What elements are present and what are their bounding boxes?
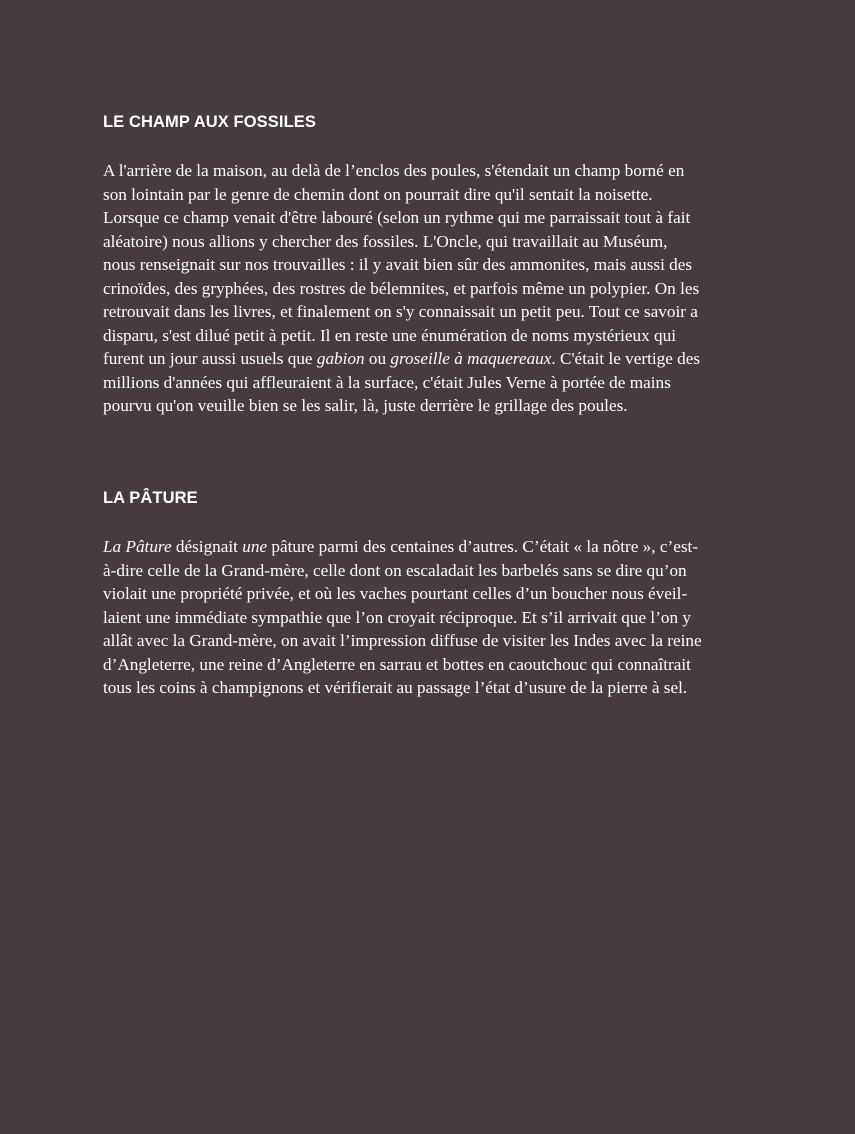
text-line: [103, 230, 743, 254]
text-run: aléatoire) nous allions y chercher des fossiles. L'Oncle, qui travaillait au Muséum,: [103, 231, 668, 251]
text-line: [103, 582, 743, 606]
text-line: [103, 347, 743, 371]
text-run: violait une propriété privée, et où les vaches pourtant celles d’un boucher nous éveil-: [103, 584, 688, 603]
text-run: retrouvait dans les livres, et finalement on s'y connaissait un petit peu. Tout ce savoir a: [103, 302, 698, 321]
text-run: pâture parmi des centaines d’autres. C’était « la nôtre », c’est-: [267, 537, 699, 556]
text-line: [103, 606, 743, 630]
section-heading: LA PÂTURE: [103, 489, 198, 507]
text-line: [103, 159, 743, 183]
text-run: tous les coins à champignons et vérifierait au passage l’état d’usure de la pierre à sel.: [103, 678, 688, 697]
text-line: [103, 206, 743, 230]
italic-text: une: [242, 537, 268, 556]
text-run: millions d'années qui affleuraient à la surface, c'était Jules Verne à portée de mains: [103, 372, 671, 392]
text-run: A l'arrière de la maison, au delà de l’enclos des poules, s'étendait un champ borné en: [103, 161, 685, 180]
text-run: désignait: [171, 537, 243, 556]
section-paragraph: [103, 535, 743, 700]
text-run: allât avec la Grand-mère, on avait l’impression diffuse de visiter les Indes avec la reine: [103, 631, 702, 650]
section-paragraph: [103, 159, 743, 418]
text-run: laient une immédiate sympathie que l’on croyait réciproque. Et s’il arrivait que l’on y: [103, 607, 692, 627]
text-line: [103, 371, 743, 395]
section-champ-aux-fossiles: [103, 112, 743, 418]
text-line: [103, 324, 743, 348]
text-run: à-dire celle de la Grand-mère, celle dont on escaladait les barbelés sans se dire qu’on: [103, 560, 687, 580]
text-line: [103, 653, 743, 677]
text-run: . C'était le vertige des: [551, 349, 701, 368]
text-line: [103, 629, 743, 653]
text-line: [103, 559, 743, 583]
text-line: [103, 535, 743, 559]
text-run: nous renseignait sur nos trouvailles : il y avait bien sûr des ammonites, mais aussi des: [103, 255, 693, 274]
section-heading: LE CHAMP AUX FOSSILES: [103, 113, 316, 131]
text-run: pourvu qu'on veuille bien se les salir, là, juste derrière le grillage des poules.: [103, 396, 628, 415]
section-la-pature: [103, 488, 743, 700]
text-run: crinoïdes, des gryphées, des rostres de bélemnites, et parfois même un polypier. On les: [103, 278, 700, 298]
italic-text: groseille à maquereaux: [390, 349, 552, 368]
text-line: [103, 676, 743, 700]
text-line: [103, 277, 743, 301]
text-line: [103, 394, 743, 418]
text-run: furent un jour aussi usuels que: [103, 349, 317, 368]
text-run: ou: [364, 349, 391, 368]
text-run: d’Angleterre, une reine d’Angleterre en sarrau et bottes en caoutchouc qui connaîtrait: [103, 654, 691, 674]
text-run: disparu, s'est dilué petit à petit. Il en reste une énumération de noms mystérieux qui: [103, 325, 677, 345]
text-line: [103, 300, 743, 324]
text-run: Lorsque ce champ venait d'être labouré (selon un rythme qui me parraissait tout à fait: [103, 208, 691, 227]
text-line: [103, 183, 743, 207]
italic-text: La Pâture: [103, 537, 172, 556]
text-line: [103, 253, 743, 277]
text-run: son lointain par le genre de chemin dont on pourrait dire qu'il sentait la noisette.: [103, 184, 653, 204]
italic-text: gabion: [316, 349, 365, 368]
